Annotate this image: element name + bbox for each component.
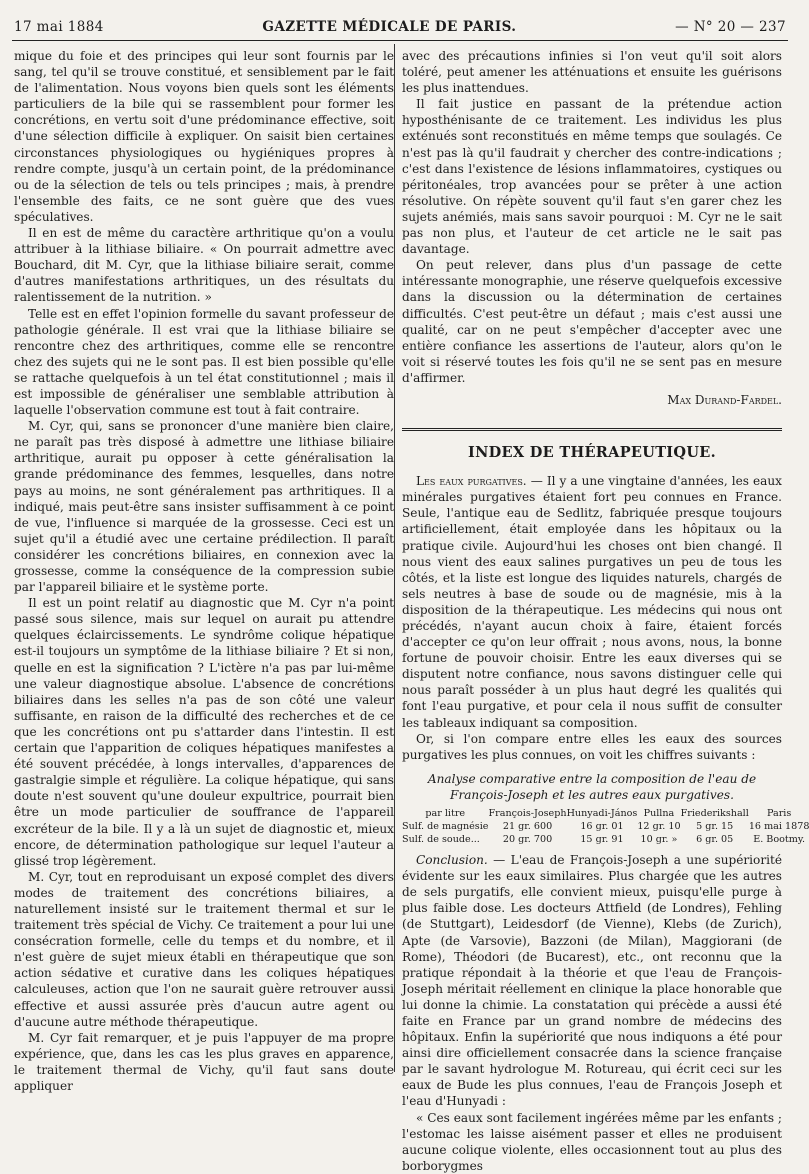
header-title: GAZETTE MÉDICALE DE PARIS.	[262, 19, 517, 35]
table-cell: E. Bootmy.	[753, 834, 806, 846]
table-cell: Sulf. de magnésie	[402, 821, 489, 833]
right-column	[402, 48, 809, 1174]
analysis-table	[402, 807, 809, 846]
table-cell: 10 gr. »	[640, 834, 678, 846]
table-header: par litre	[425, 808, 466, 820]
paragraph: On peut relever, dans plus d'un passage de cette intéressante monographie, une réserve quelquefois excessive dans la discussion ou la détermination de certaines difficultés. C'est peut-être un défaut ; mais c'est aussi une qualité, car on ne peut s'empêcher d'accepter avec une entière confiance les assertions de l'auteur, alors qu'on le voit si réservé toutes les fois qu'il ne se sent pas en mesure d'affirmer.	[402, 258, 782, 385]
table-cell: 15 gr. 91	[580, 834, 624, 846]
table-cell: 12 gr. 10	[637, 821, 681, 833]
column-divider	[394, 44, 395, 1072]
table-header: Friederikshall	[680, 808, 749, 820]
table-header: Pullna	[643, 808, 675, 820]
paragraph: Il en est de même du caractère arthritique qu'on a voulu attribuer à la lithiase biliaire. « On pourrait admettre avec Bouchard, dit M. Cyr, que la lithiase biliaire serait, comme d'autres manifestations arthritiques, un des résultats du ralentissement de la nutrition. »	[14, 226, 394, 305]
left-column	[14, 48, 394, 1094]
table-cell: 5 gr. 15	[696, 821, 734, 833]
table-header-row	[402, 807, 809, 820]
paragraph: Il fait justice en passant de la prétendue action hyposthénisante de ce traitement. Les individus les plus exténués sont reconstitués en même temps que soulagés. Ce n'est pas là qu'il faudrait y chercher des contre-indications ; c'est dans l'existence de lésions inflammatoires, cystiques ou péritonéales, trop avancées pour se prêter à une action résolutive. On répète souvent qu'il faut s'en garer chez les sujets anémiés, mais sans savoir pourquoi : M. Cyr ne le sait pas non plus, et l'auteur de cet article ne le sait pas davantage.	[402, 97, 782, 257]
section-title: INDEX DE THÉRAPEUTIQUE.	[468, 444, 716, 462]
header-date: 17 mai 1884	[14, 19, 104, 35]
table-cell: Sulf. de soude...	[402, 834, 480, 846]
table-cell: 6 gr. 05	[696, 834, 734, 846]
paragraph: « Ces eaux sont facilement ingérées même par les enfants ; l'estomac les laisse aisément passer et elles ne produisent aucune colique violente, elles occasionnent tout au plus des borborygmes	[402, 1110, 782, 1173]
table-row	[402, 820, 809, 833]
table-row	[402, 833, 809, 846]
conclusion-text: — L'eau de François-Joseph a une supériorité évidente sur les eaux similaires. Plus chargée que les autres de sels purgatifs, elle convient mieux, puisqu'elle purge à plus faible dose. Les docteurs Attfield (de Londres), Fehling (de Stuttgart), Leidesdorf (de Vienne), Klebs (de Zurich), Apte (de Varsovie), Bazzoni (de Milan), Maggiorani (de Rome), Théodori (de Bucarest), etc., ont reconnu que la pratique répondait à la théorie et que l'eau de François-Joseph méritait réellement en clinique la place honorable que lui donne la chimie. La constatation qui précède a aussi été faite en France par un grand nombre de médecins des hôpitaux. Enfin la supériorité que nous indiquons a été pour ainsi dire officiellement consacrée dans la science française par le savant hydrologue M. Rotureau, qui écrit ceci sur les eaux de Bude les plus connues, l'eau de François Joseph et l'eau d'Hunyadi :	[402, 853, 782, 1109]
page-header	[14, 14, 786, 40]
lead-label: Les eaux purgatives.	[416, 474, 527, 489]
paragraph: Telle est en effet l'opinion formelle du savant professeur de pathologie générale. Il est vrai que la lithiase biliaire se rencontre chez des arthritiques, comme elle se rencontre chez des sujets qui ne le sont pas. Il est bien possible qu'elle se rattache quelquefois à un tel état constitutionnel ; mais il est impossible de généraliser une semblable attribution à laquelle l'observation commune est tout à fait contraire.	[14, 306, 394, 418]
paragraph: mique du foie et des principes qui leur sont fournis par le sang, tel qu'il se trouve constitué, et sensiblement par le fait de l'alimentation. Nous voyons bien quels sont les éléments particuliers de la bile qui se rassemblent pour former les concrétions, en vertu soit d'une prédominance effective, soit d'une sélection difficile à expliquer. On saisit bien certaines circonstances physiologiques ou hygiéniques propres à rendre compte, jusqu'à un certain point, de la prédominance ou de la sélection de tels ou tels principes ; mais, à prendre l'ensemble des faits, ce ne sont guère que des vues spéculatives.	[14, 49, 394, 224]
conclusion-label: Conclusion.	[416, 853, 488, 868]
paragraph: M. Cyr, tout en reproduisant un exposé complet des divers modes de traitement des concrétions biliaires, a naturellement insisté sur le traitement thermal et sur le traitement très spécial de Vichy. Ce traitement a pour lui une consécration formelle, celle du temps et du nombre, et il n'est guère de sujet mieux établi en thérapeutique que son action sédative et curative dans les coliques hépatiques calculeuses, action que l'on ne saurait guère retrouver aussi effective et aussi assurée près d'aucun autre agent ou d'aucune autre méthode thérapeutique.	[14, 869, 394, 1029]
paragraph: M. Cyr, qui, sans se prononcer d'une manière bien claire, ne paraît pas très disposé à admettre une lithiase biliaire arthritique, aurait pu opposer à cette généralisation la grande prédominance des femmes, lesquelles, dans notre pays au moins, ne sont généralement pas arthritiques. Il a indiqué, mais peut-être sans insister suffisamment à ce point de vue, l'influence si marquée de la grossesse. Ceci est un sujet qu'il a étudié avec une certaine prédilection. Il paraît considérer les concrétions biliaires, en connexion avec la grossesse, comme la conséquence de la compression subie par l'appareil biliaire et le système porte.	[14, 419, 394, 595]
table-cell: 20 gr. 700	[502, 834, 553, 846]
author-signature: Max Durand-Fardel.	[667, 392, 782, 407]
paragraph: avec des précautions infinies si l'on veut qu'il soit alors toléré, peut amener les atténuations et ensuite les guérisons les plus inattendues.	[402, 49, 782, 96]
table-cell: 21 gr. 600	[502, 821, 553, 833]
index-paragraph	[402, 473, 782, 731]
table-header: Paris	[766, 808, 792, 820]
paragraph: Il est un point relatif au diagnostic que M. Cyr n'a point passé sous silence, mais sur lequel on aurait pu attendre quelques éclaircissements. Le syndrôme colique hépatique est-il toujours un symptôme de la lithiase biliaire ? Et si non, quelle en est la signification ? L'ictère n'a pas par lui-même une valeur diagnostique absolue. L'absence de concrétions biliaires dans les selles n'a pas de son côté une valeur suffisante, en raison de la difficulté des recherches et de ce que les concrétions ont pu s'attarder dans l'intestin. Il est certain que l'apparition de coliques hépatiques manifestes a été souvent précédée, à longs intervalles, d'apparences de gastralgie simple et régulière. La colique hépatique, qui sans doute n'est souvent qu'une douleur expultrice, pourrait bien être un mode particulier de souffrance de l'appareil excréteur de la bile. Il y a là un sujet de diagnostic et, mieux encore, de détermination pathologique sur lequel l'auteur a glissé trop légèrement.	[14, 596, 394, 868]
table-header: Hunyadi-János	[566, 808, 638, 820]
section-divider	[402, 428, 782, 431]
header-rule	[12, 40, 788, 41]
table-cell: 16 mai 1878	[748, 821, 809, 833]
conclusion-paragraph	[402, 852, 782, 1110]
table-cell: 16 gr. 01	[580, 821, 624, 833]
paragraph: Or, si l'on compare entre elles les eaux des sources purgatives les plus connues, on voit les chiffres suivants :	[402, 731, 782, 762]
paragraph: M. Cyr fait remarquer, et je puis l'appuyer de ma propre expérience, que, dans les cas les plus graves en apparence, le traitement thermal de Vichy, qu'il faut sans doute appliquer	[14, 1030, 394, 1093]
lead-text: — Il y a une vingtaine d'années, les eaux minérales purgatives étaient fort peu connues en France. Seule, l'antique eau de Sedlitz, fabriquée presque toujours artificiellement, était employée dans les hôpitaux ou la pratique civile. Aujourd'hui les choses ont bien changé. Il nous vient des eaux salines purgatives un peu de tous les côtés, et la liste est longue des liquides naturels, chargés de sels neutres à base de soude ou de magnésie, mis à la disposition de la thérapeutique. Les médecins qui nous ont précédés, n'ayant aucun choix à faire, étaient forcés d'accepter ce qu'on leur offrait ; nous avons, nous, la bonne fortune de pouvoir choisir. Entre les eaux diverses qui se disputent notre confiance, nous savons distinguer celle qui nous paraît posséder à un plus haut degré les qualités qui font l'eau purgative, et pour cela il nous suffit de consulter les tableaux indiquant sa composition.	[402, 474, 782, 730]
header-issue-page: — N° 20 — 237	[675, 19, 786, 35]
table-title: Analyse comparative entre la composition de l'eau de François-Joseph et les autres eaux purgatives.	[427, 771, 757, 802]
table-header: François-Joseph	[488, 808, 567, 820]
